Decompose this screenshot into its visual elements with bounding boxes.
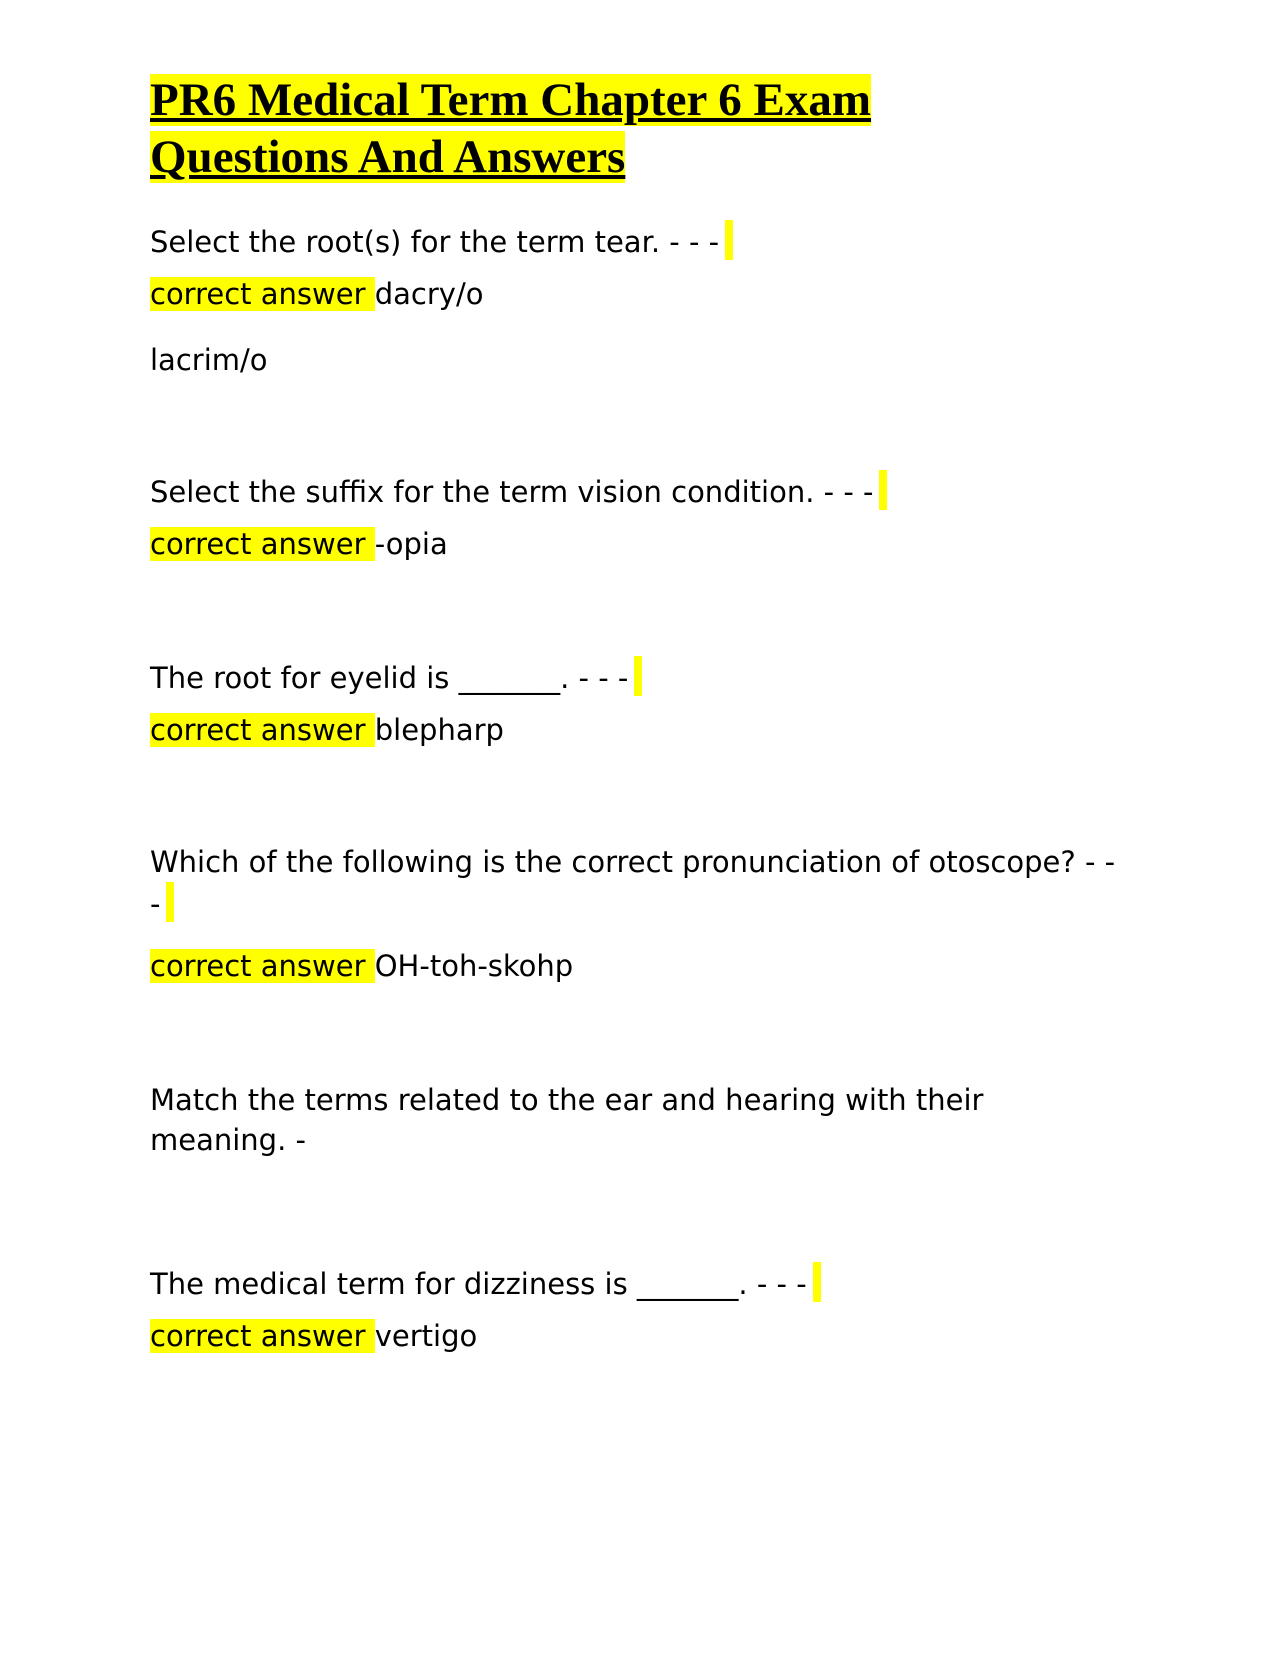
answer-4 — [150, 946, 573, 986]
question-5 — [150, 1080, 1125, 1160]
answer-3 — [150, 710, 504, 750]
question-1-text: Select the root(s) for the term tear. - - - — [150, 225, 720, 259]
question-1 — [150, 220, 733, 262]
question-4-text: Which of the following is the correct pronunciation of otoscope? - - - — [150, 845, 1116, 921]
question-6-text: The medical term for dizziness is _______. - - - — [150, 1267, 807, 1301]
question-2-text: Select the suffix for the term vision condition. - - - — [150, 475, 874, 509]
answer-4-text: OH-toh-skohp — [374, 949, 574, 983]
answer-label: correct answer — [150, 1319, 375, 1353]
highlight-marker — [166, 882, 174, 922]
answer-1 — [150, 274, 483, 314]
document-title — [150, 72, 1050, 186]
question-3 — [150, 656, 642, 698]
answer-3-text: blepharp — [374, 713, 504, 747]
title-highlight: PR6 Medical Term Chapter 6 Exam Questions And Answers — [150, 74, 872, 183]
answer-6-text: vertigo — [374, 1319, 478, 1353]
highlight-marker — [725, 220, 733, 260]
answer-2-text: -opia — [374, 527, 448, 561]
answer-label: correct answer — [150, 713, 375, 747]
answer-label: correct answer — [150, 527, 375, 561]
question-5-text: Match the terms related to the ear and hearing with their meaning. - — [150, 1083, 984, 1157]
highlight-marker — [813, 1262, 821, 1302]
question-2 — [150, 470, 887, 512]
highlight-marker — [634, 656, 642, 696]
answer-label: correct answer — [150, 277, 375, 311]
question-3-text: The root for eyelid is _______. - - - — [150, 661, 629, 695]
answer-6 — [150, 1316, 477, 1356]
answer-1-text: dacry/o — [374, 277, 484, 311]
answer-2 — [150, 524, 448, 564]
highlight-marker — [879, 470, 887, 510]
question-6 — [150, 1262, 821, 1304]
question-4 — [150, 842, 1125, 924]
answer-1-extra: lacrim/o — [150, 343, 268, 377]
answer-label: correct answer — [150, 949, 375, 983]
